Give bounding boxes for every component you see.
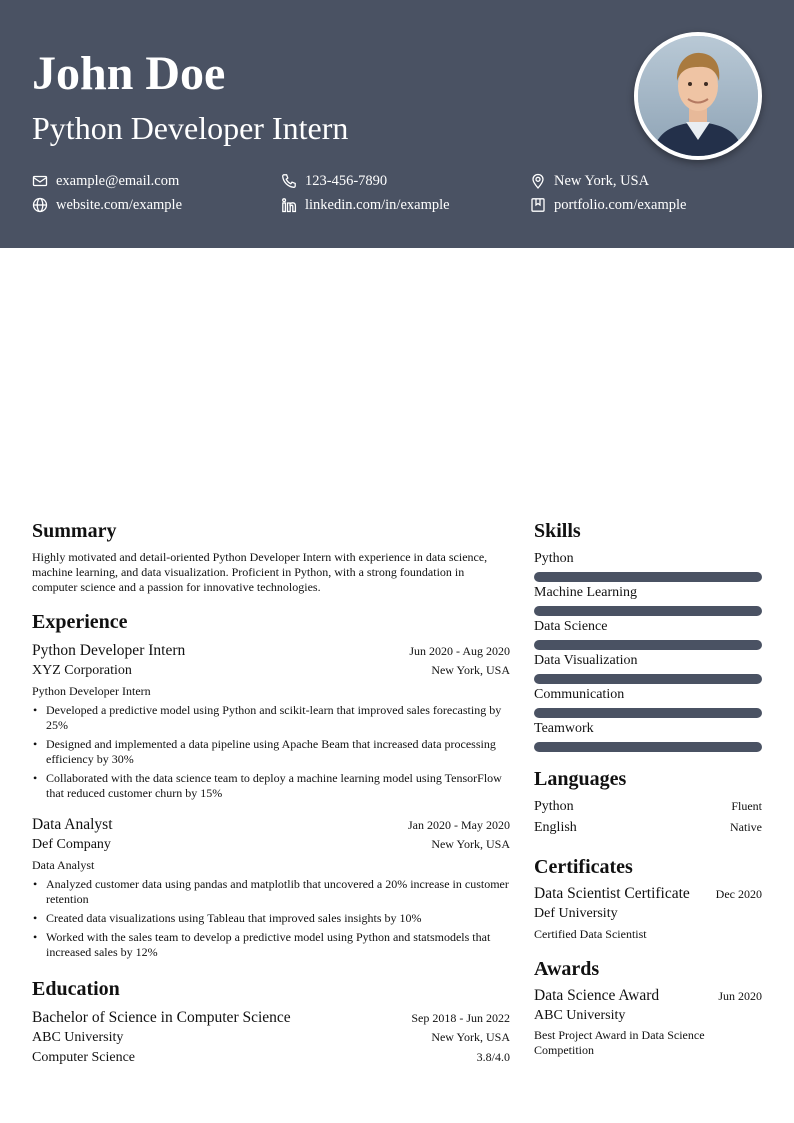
skill-name: Communication [534, 687, 625, 702]
education-school: ABC University [32, 1030, 124, 1045]
job-dates: Jun 2020 - Aug 2020 [409, 644, 510, 658]
skills-section [534, 518, 762, 752]
education-dates: Sep 2018 - Jun 2022 [411, 1011, 510, 1025]
summary-heading: Summary [32, 520, 117, 542]
experience-item [32, 641, 510, 801]
contact-email[interactable] [32, 172, 281, 190]
skill-item [534, 652, 762, 684]
skill-name: Teamwork [534, 721, 594, 736]
job-location: New York, USA [431, 837, 510, 851]
skill-item [534, 720, 762, 752]
linkedin-icon [281, 197, 297, 213]
job-role: Python Developer Intern [32, 684, 151, 698]
contact-website-text: website.com/example [56, 196, 183, 213]
contact-portfolio-text: portfolio.com/example [554, 196, 687, 213]
skill-level-bar [534, 572, 762, 582]
contact-phone-text: 123-456-7890 [305, 172, 388, 189]
list-item: • Developed a predictive model using Python and scikit-learn that improved sales forecasting by 25% [46, 703, 510, 733]
education-heading: Education [32, 978, 120, 1000]
job-company: Def Company [32, 837, 111, 852]
language-name: Python [534, 799, 574, 814]
job-dates: Jan 2020 - May 2020 [408, 818, 510, 832]
award-issuer: ABC University [534, 1008, 626, 1023]
education-degree: Bachelor of Science in Computer Science [32, 1009, 291, 1026]
skill-name: Machine Learning [534, 585, 638, 600]
experience-heading: Experience [32, 611, 128, 633]
language-item [534, 817, 762, 838]
list-item: • Analyzed customer data using pandas and matplotlib that uncovered a 20% increase in customer retention [46, 877, 510, 907]
skill-level-bar [534, 674, 762, 684]
certificates-heading: Certificates [534, 856, 633, 878]
contact-location [530, 172, 762, 190]
skill-item [534, 686, 762, 718]
contact-location-text: New York, USA [554, 172, 650, 189]
languages-section [534, 766, 762, 838]
skill-name: Python [534, 551, 574, 566]
languages-heading: Languages [534, 768, 627, 790]
globe-icon [32, 197, 48, 213]
certificate-issuer: Def University [534, 906, 618, 921]
list-item: • Created data visualizations using Tableau that improved sales insights by 10% [46, 911, 510, 926]
summary-section [32, 518, 510, 595]
contact-portfolio[interactable] [530, 196, 762, 214]
left-column [32, 518, 510, 1068]
skill-item [534, 618, 762, 650]
skill-level-bar [534, 606, 762, 616]
candidate-title: Python Developer Intern [32, 110, 349, 146]
skill-name: Data Visualization [534, 653, 638, 668]
experience-section [32, 609, 510, 960]
awards-heading: Awards [534, 958, 600, 980]
language-level: Fluent [731, 799, 762, 813]
list-item: • Designed and implemented a data pipeline using Apache Beam that increased data processing efficiency by 30% [46, 737, 510, 767]
certificate-date: Dec 2020 [715, 887, 762, 901]
certificate-name: Data Scientist Certificate [534, 885, 690, 902]
award-date: Jun 2020 [718, 989, 762, 1003]
contact-email-text: example@email.com [56, 172, 180, 189]
contact-linkedin[interactable] [281, 196, 530, 214]
award-description: Best Project Award in Data Science Competition [534, 1028, 705, 1057]
awards-section [534, 956, 762, 1058]
bookmark-icon [530, 197, 546, 213]
mail-icon [32, 173, 48, 189]
contact-list [32, 172, 762, 214]
skill-item [534, 584, 762, 616]
contact-phone[interactable] [281, 172, 530, 190]
list-item: • Collaborated with the data science team to deploy a machine learning model using TensorFlow that reduced customer churn by 15% [46, 771, 510, 801]
phone-icon [281, 173, 297, 189]
contact-website[interactable] [32, 196, 281, 214]
certificates-section [534, 854, 762, 942]
education-location: New York, USA [431, 1030, 510, 1044]
education-gpa: 3.8/4.0 [476, 1050, 510, 1064]
experience-item [32, 815, 510, 960]
certificate-description: Certified Data Scientist [534, 927, 647, 941]
location-pin-icon [530, 173, 546, 189]
profile-photo [634, 32, 762, 160]
skill-item [534, 550, 762, 582]
summary-text: Highly motivated and detail-oriented Python Developer Intern with experience in data science, machine learning, and data visualization. Proficient in Python, with a strong foundation in computer science and a passion for innovative technologies. [32, 550, 488, 594]
education-field: Computer Science [32, 1050, 136, 1065]
job-location: New York, USA [431, 663, 510, 677]
skill-name: Data Science [534, 619, 608, 634]
job-company: XYZ Corporation [32, 663, 132, 678]
award-name: Data Science Award [534, 987, 660, 1004]
list-item: • Worked with the sales team to develop a predictive model using Python and statsmodels that increased sales by 12% [46, 930, 510, 960]
skill-level-bar [534, 742, 762, 752]
skill-level-bar [534, 708, 762, 718]
language-item [534, 796, 762, 817]
education-section [32, 976, 510, 1068]
job-position: Data Analyst [32, 816, 113, 833]
contact-linkedin-text: linkedin.com/in/example [305, 196, 450, 213]
candidate-name: John Doe [32, 47, 226, 100]
job-bullets [32, 877, 510, 960]
job-role: Data Analyst [32, 858, 95, 872]
resume-header [0, 0, 794, 248]
job-bullets [32, 703, 510, 801]
language-name: English [534, 820, 577, 835]
skill-level-bar [534, 640, 762, 650]
language-level: Native [730, 820, 762, 834]
skills-heading: Skills [534, 520, 581, 542]
right-column [534, 518, 762, 1058]
job-position: Python Developer Intern [32, 642, 186, 659]
